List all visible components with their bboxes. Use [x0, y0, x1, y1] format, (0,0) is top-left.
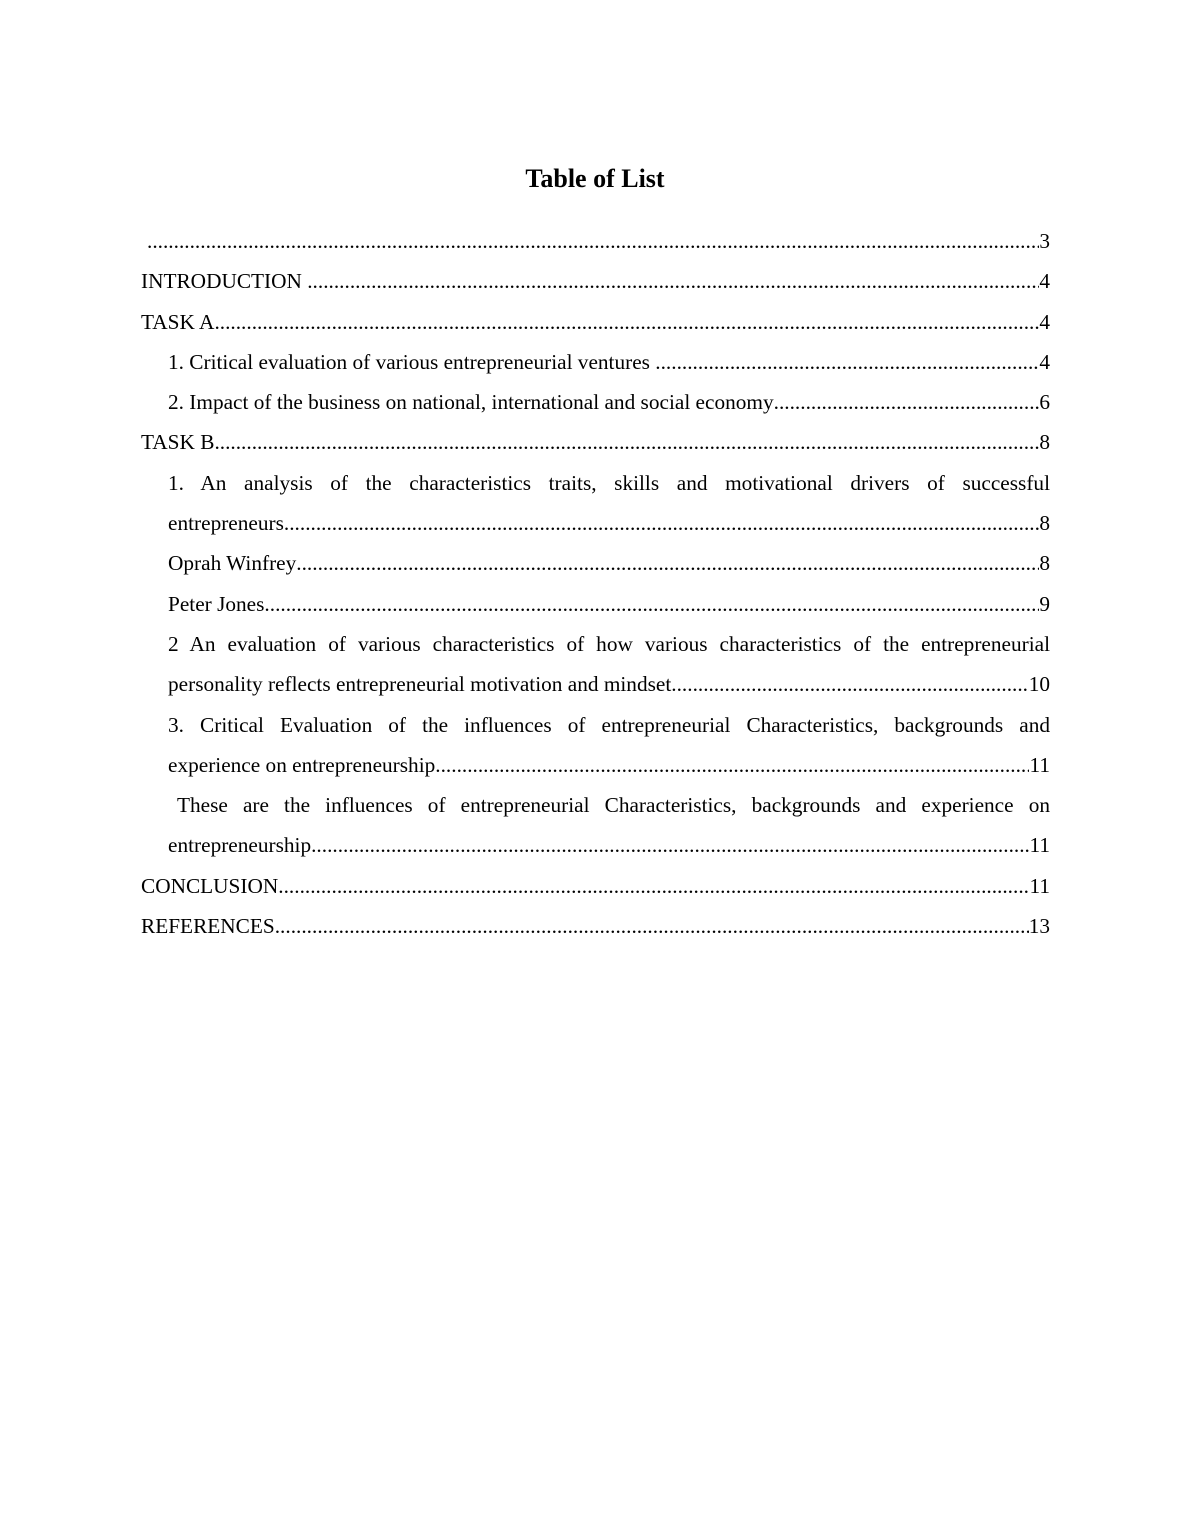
- toc-entry-evaluation-personality[interactable]: [141, 624, 1050, 705]
- entry-label: Peter Jones: [168, 591, 265, 616]
- page-title: Table of List: [525, 164, 665, 193]
- page-number: 11: [1029, 833, 1050, 858]
- table-of-contents: [141, 221, 1050, 946]
- page-number: 6: [1039, 390, 1050, 415]
- toc-entry-critical-evaluation-ventures[interactable]: [141, 342, 1050, 382]
- toc-entry-these-are-influences[interactable]: [141, 785, 1050, 866]
- toc-entry-analysis-traits[interactable]: [141, 463, 1050, 544]
- toc-entry-oprah-winfrey[interactable]: [141, 543, 1050, 583]
- dot-leader: [774, 382, 1040, 422]
- entry-label-line-2: entrepreneurs: [168, 511, 284, 536]
- toc-entry-references[interactable]: [141, 906, 1050, 946]
- toc-entry-impact-of-business[interactable]: [141, 382, 1050, 422]
- dot-leader: [214, 302, 1039, 342]
- dot-leader: [214, 422, 1039, 462]
- toc-entry-conclusion[interactable]: [141, 866, 1050, 906]
- entry-label-line-1: These are the influences of entrepreneurial Characteristics, backgrounds and experience on: [177, 793, 1050, 818]
- page-number: 8: [1039, 430, 1050, 455]
- dot-leader: [311, 825, 1029, 865]
- page-number: 8: [1039, 511, 1050, 536]
- page-number: 4: [1039, 269, 1050, 294]
- entry-label: INTRODUCTION: [141, 269, 308, 294]
- entry-label: Oprah Winfrey: [168, 551, 297, 576]
- dot-leader: [278, 866, 1029, 906]
- dot-leader: [435, 745, 1029, 785]
- toc-entry-task-b[interactable]: [141, 422, 1050, 462]
- entry-label-line-1: 1. An analysis of the characteristics traits, skills and motivational drivers of successful: [168, 470, 1050, 495]
- toc-entry-untitled[interactable]: [141, 221, 1050, 261]
- page-number: 9: [1039, 591, 1050, 616]
- page-number: 8: [1039, 551, 1050, 576]
- dot-leader: [147, 221, 1039, 261]
- dot-leader: [671, 664, 1028, 704]
- entry-label: CONCLUSION: [141, 873, 279, 898]
- page-number: 11: [1029, 873, 1050, 898]
- entry-label: TASK B: [141, 430, 215, 455]
- entry-label-line-2: personality reflects entrepreneurial motivation and mindset: [168, 672, 672, 697]
- dot-leader: [307, 261, 1039, 301]
- dot-leader: [284, 503, 1039, 543]
- page-number: 3: [1039, 229, 1050, 253]
- entry-label-line-1: 2 An evaluation of various characteristics of how various characteristics of the entrepreneurial: [168, 631, 1050, 656]
- dot-leader: [655, 342, 1039, 382]
- entry-label: TASK A: [141, 309, 215, 334]
- toc-entry-critical-evaluation-influences[interactable]: [141, 705, 1050, 786]
- entry-label: 2. Impact of the business on national, international and social economy: [168, 390, 774, 415]
- page-number: 11: [1029, 752, 1050, 777]
- entry-label: 1. Critical evaluation of various entrepreneurial ventures: [168, 349, 656, 374]
- toc-entry-peter-jones[interactable]: [141, 584, 1050, 624]
- entry-label-line-1: 3. Critical Evaluation of the influences of entrepreneurial Characteristics, backgrounds and: [168, 712, 1050, 737]
- entry-label: REFERENCES: [141, 914, 275, 939]
- page-number: 13: [1028, 914, 1050, 939]
- page-number: 10: [1028, 672, 1050, 697]
- entry-label-line-2: entrepreneurship: [168, 833, 312, 858]
- toc-entry-introduction[interactable]: [141, 261, 1050, 301]
- toc-entry-task-a[interactable]: [141, 302, 1050, 342]
- page-number: 4: [1039, 349, 1050, 374]
- dot-leader: [296, 543, 1039, 583]
- page-number: 4: [1039, 309, 1050, 334]
- entry-label-line-2: experience on entrepreneurship: [168, 752, 436, 777]
- dot-leader: [275, 906, 1029, 946]
- dot-leader: [264, 584, 1039, 624]
